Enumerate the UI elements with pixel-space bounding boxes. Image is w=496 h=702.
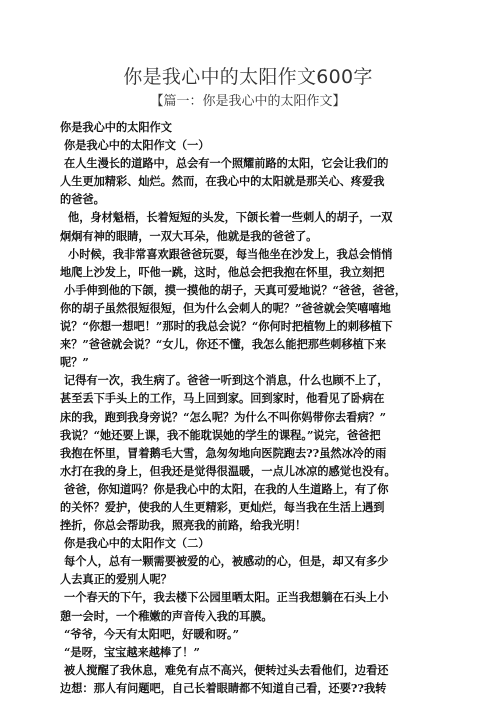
text-line: 你是我心中的太阳作文（一） bbox=[64, 138, 210, 153]
text-line: 挫折，你总会帮助我，照亮我的前路，给我光明！ bbox=[60, 518, 307, 533]
text-line: 人生更加精彩、灿烂。然而，在我心中的太阳就是那关心、疼爱我 bbox=[60, 174, 385, 189]
text-line: 每个人，总有一颗需要被爱的心，被感动的心，但是，却又有多少 bbox=[64, 554, 389, 569]
text-line: 我说？“她还要上课，我不能耽误她的学生的课程。”说完，爸爸把 bbox=[60, 427, 381, 442]
text-line: 炯炯有神的眼睛，一双大耳朵，他就是我的爸爸了。 bbox=[60, 228, 318, 243]
text-line: “爷爷，今天有太阳吧，好暖和呀。” bbox=[64, 626, 240, 641]
text-line: 憩一会时，一个稚嫩的声音传入我的耳膜。 bbox=[60, 608, 273, 623]
text-line: 来？”爸爸就会说？“女儿，你还不懂，我怎么能把那些刺移植下来 bbox=[60, 337, 387, 352]
text-line: 你是我心中的太阳作文（二） bbox=[64, 536, 210, 551]
text-line: 小手伸到他的下颌，摸一摸他的胡子，天真可爱地说？“爸爸，爸爸， bbox=[64, 282, 407, 297]
document-subtitle: 【篇一：你是我心中的太阳作文】 bbox=[150, 94, 346, 109]
text-line: 呢？” bbox=[60, 355, 89, 370]
text-line: 边想：那人有问题吧，自己长着眼睛都不知道自己看，还要??我转 bbox=[60, 680, 387, 695]
text-line: 被人搅醒了我休息，难免有点不高兴，便转过头去看他们，边看还 bbox=[64, 662, 389, 677]
text-line: 甚至丢下手头上的工作，马上回到家。回到家时，他看见了卧病在 bbox=[60, 391, 385, 406]
text-line: 你的胡子虽然很短很短，但为什么会刺人的呢？”爸爸就会笑嘻嘻地 bbox=[60, 300, 391, 315]
text-line: 在人生漫长的道路中，总会有一个照耀前路的太阳，它会让我们的 bbox=[64, 156, 389, 171]
text-line: 床的我，跑到我身旁说？“怎么呢？为什么不叫你妈带你去看病？” bbox=[60, 409, 387, 424]
document-title: 你是我心中的太阳作文600字 bbox=[123, 66, 373, 88]
text-line: “是呀，宝宝越来越棒了！” bbox=[64, 644, 200, 659]
document-body bbox=[60, 118, 448, 697]
text-line: 记得有一次，我生病了。爸爸一听到这个消息，什么也顾不上了， bbox=[64, 373, 389, 388]
text-line: 你是我心中的太阳作文 bbox=[60, 120, 172, 134]
text-line: 水打在我的身上，但我还是觉得很温暖，一点儿冰凉的感觉也没有。 bbox=[60, 463, 396, 478]
text-line: 他，身材魁梧，长着短短的头发，下颌长着一些刺人的胡子，一双 bbox=[68, 210, 393, 225]
text-line: 的关怀？爱护，使我的人生更精彩，更灿烂，每当我在生活上遇到 bbox=[60, 499, 385, 514]
text-line: 人去真正的爱别人呢？ bbox=[60, 572, 172, 587]
text-line: 小时候，我非常喜欢跟爸爸玩耍，每当他坐在沙发上，我总会悄悄 bbox=[68, 246, 393, 261]
text-line: 地爬上沙发上，吓他一跳，这时，他总会把我抱在怀里，我立刻把 bbox=[60, 264, 385, 279]
text-line: 的爸爸。 bbox=[60, 192, 105, 207]
text-line: 说？“你想一想吧！”那时的我总会说？“你何时把植物上的刺移植下 bbox=[60, 319, 393, 334]
text-line: 爸爸，你知道吗？你是我心中的太阳，在我的人生道路上，有了你 bbox=[64, 481, 389, 496]
text-line: 我抱在怀里，冒着鹅毛大雪，急匆匆地向医院跑去??虽然冰冷的雨 bbox=[60, 445, 387, 460]
text-line: 一个春天的下午，我去楼下公园里晒太阳。正当我想躺在石头上小 bbox=[64, 590, 389, 605]
